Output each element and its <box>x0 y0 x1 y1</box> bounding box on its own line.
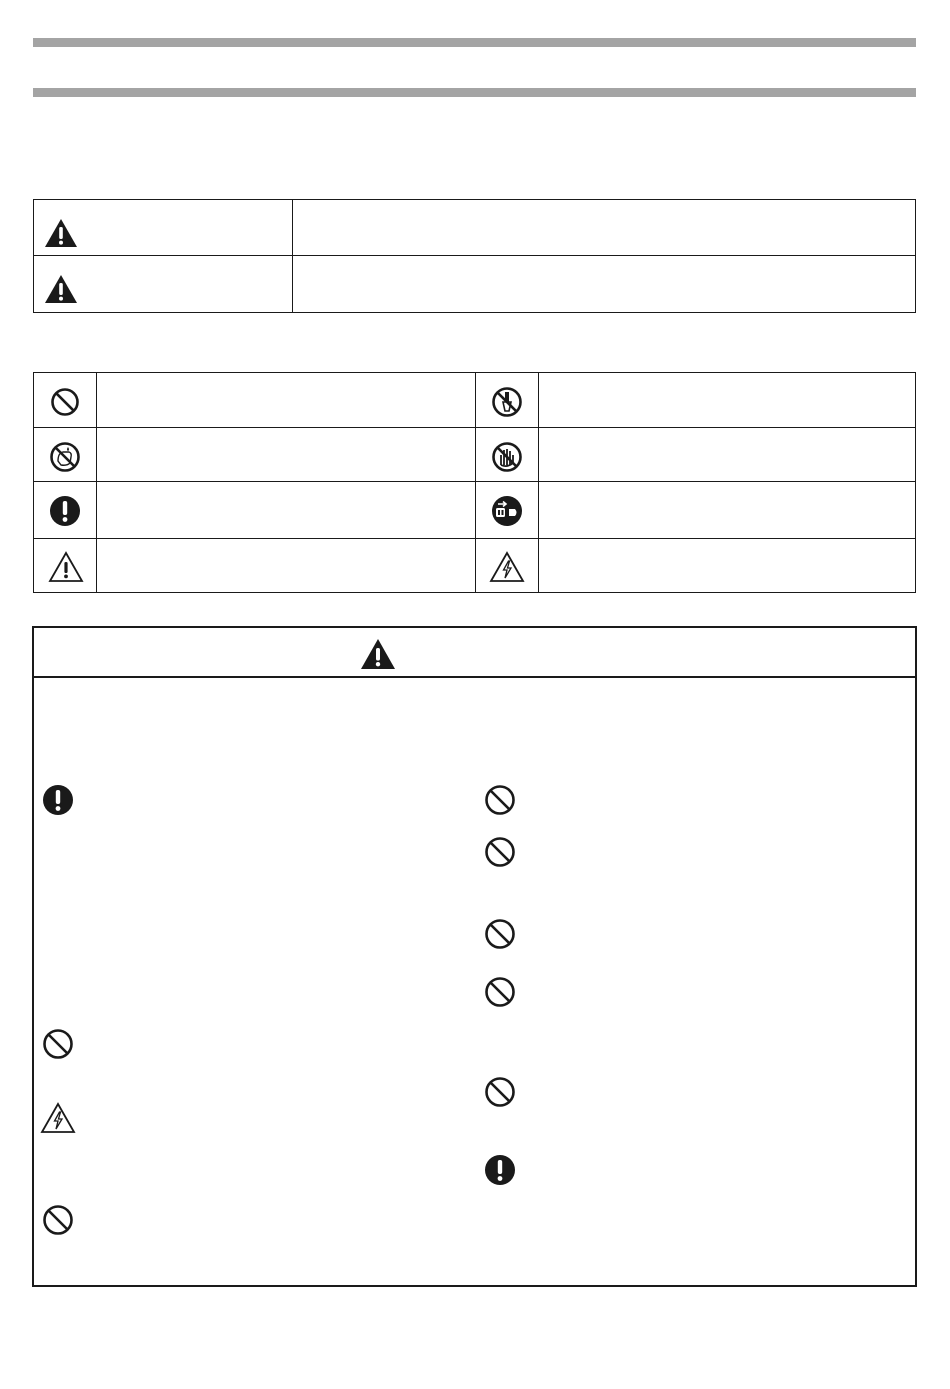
electric-shock-icon <box>489 551 525 583</box>
mandatory-action-icon <box>42 784 74 816</box>
second-rule <box>33 88 916 97</box>
signal-description <box>293 200 915 255</box>
warning-box-header <box>34 628 915 678</box>
electric-shock-icon <box>40 1102 76 1134</box>
no-wet-hands-icon <box>49 441 81 473</box>
warning-triangle-filled-icon <box>360 638 396 670</box>
prohibited-icon <box>484 784 516 816</box>
warning-triangle-filled-icon <box>44 218 78 248</box>
mandatory-action-icon <box>49 495 81 527</box>
prohibited-icon <box>50 387 80 417</box>
warning-box <box>32 626 917 1287</box>
signal-row-warning <box>34 200 292 255</box>
signal-words-table <box>33 199 916 313</box>
prohibited-icon <box>42 1204 74 1236</box>
caution-triangle-filled-icon <box>44 274 78 304</box>
no-disassembly-icon <box>491 386 523 418</box>
prohibited-icon <box>484 1076 516 1108</box>
caution-triangle-outline-icon <box>48 551 84 583</box>
prohibited-icon <box>484 976 516 1008</box>
row-divider <box>34 427 915 428</box>
do-not-touch-icon <box>491 441 523 473</box>
signal-row-caution <box>34 256 292 312</box>
column-divider <box>538 373 539 592</box>
signal-description <box>293 256 915 312</box>
prohibited-icon <box>42 1028 74 1060</box>
column-divider <box>475 373 476 592</box>
column-divider <box>96 373 97 592</box>
row-divider <box>34 538 915 539</box>
symbols-table <box>33 372 916 593</box>
prohibited-icon <box>484 918 516 950</box>
row-divider <box>34 481 915 482</box>
mandatory-action-icon <box>484 1154 516 1186</box>
prohibited-icon <box>484 836 516 868</box>
unplug-icon <box>491 495 523 527</box>
top-rule <box>33 38 916 47</box>
